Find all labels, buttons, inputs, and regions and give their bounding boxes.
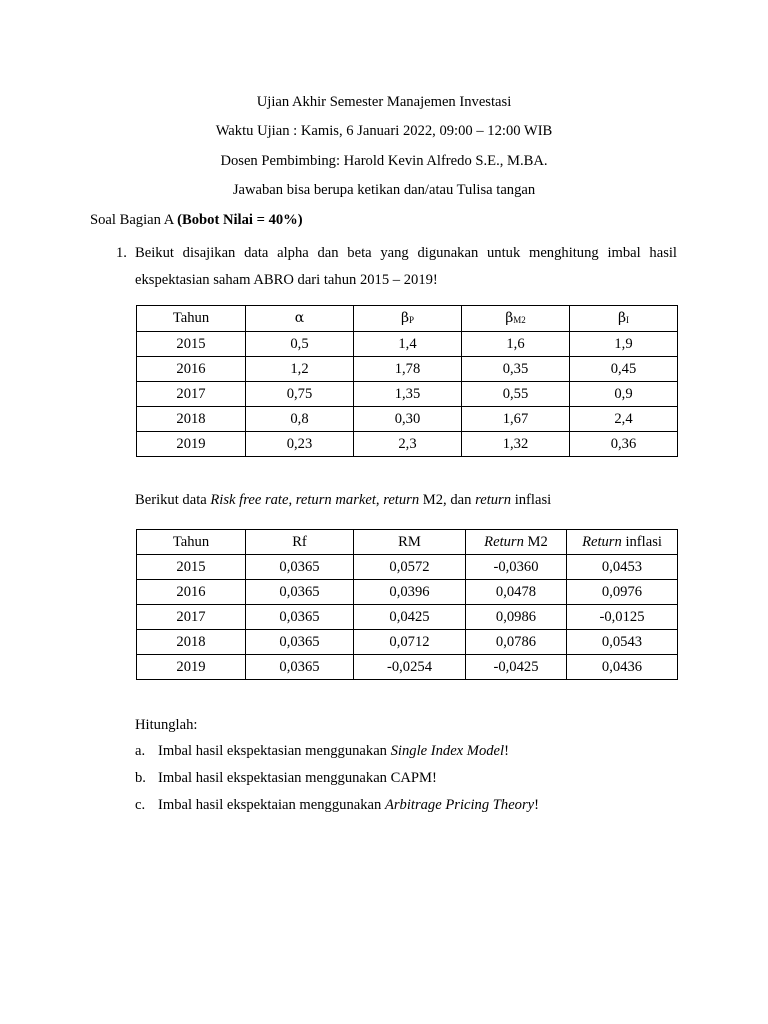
table-cell: 0,23 [246,432,354,457]
table-cell: 0,0365 [246,605,354,630]
alpha-beta-table [136,305,678,457]
table-cell: 2016 [137,357,246,382]
task-b-label: b. [135,770,146,786]
table-cell: 0,55 [462,382,570,407]
table-cell: -0,0360 [466,555,567,580]
table-cell: 0,8 [246,407,354,432]
table-cell: 0,5 [246,332,354,357]
header-beta-i [570,306,678,332]
table-cell: 0,36 [570,432,678,457]
section-heading [90,212,303,229]
table-cell: 0,75 [246,382,354,407]
table-cell: 2,4 [570,407,678,432]
header-year: Tahun [137,530,246,555]
table-cell: 0,0786 [466,630,567,655]
intro-text: , [288,492,296,508]
task-end: ! [534,797,539,813]
beta-subscript: P [409,315,415,325]
exam-time: Waktu Ujian : Kamis, 6 Januari 2022, 09:00 – 12:00 WIB [215,123,553,139]
table-cell: 1,6 [462,332,570,357]
table-cell: 2019 [137,432,246,457]
table-row [137,630,678,655]
section-weight: (Bobot Nilai = 40%) [177,212,303,228]
header-italic: Return [582,534,622,550]
table-cell: 2019 [137,655,246,680]
header-italic: Return [484,534,524,550]
intro-text: inflasi [511,492,552,508]
table-cell: 1,4 [354,332,462,357]
table-cell: 2015 [137,332,246,357]
table-cell: 0,0436 [567,655,678,680]
table-cell: 0,0396 [354,580,466,605]
header-beta-m2 [462,306,570,332]
table-cell: 2017 [137,382,246,407]
table-cell: 0,0543 [567,630,678,655]
table-cell: -0,0125 [567,605,678,630]
table-cell: 0,0986 [466,605,567,630]
intro-italic: Risk free rate [210,492,289,508]
question-number: 1. [116,245,127,261]
intro-text: Berikut data [135,492,211,508]
table-cell: 1,2 [246,357,354,382]
table-row [137,382,678,407]
task-text: Imbal hasil ekspektaian menggunakan [158,797,385,813]
beta-symbol: β [505,310,514,326]
header-rest: inflasi [621,534,662,550]
task-a-label: a. [135,743,146,759]
table-cell: 2018 [137,407,246,432]
header-year: Tahun [137,306,246,332]
table-cell: 0,0365 [246,630,354,655]
table-cell: -0,0254 [354,655,466,680]
task-c [158,797,539,814]
table-cell: 0,0365 [246,555,354,580]
table-cell: 0,35 [462,357,570,382]
table-cell: 0,0712 [354,630,466,655]
table-cell: 0,0478 [466,580,567,605]
table2-intro [135,492,551,509]
table-row [137,605,678,630]
table-cell: 2018 [137,630,246,655]
table-cell: 1,78 [354,357,462,382]
task-a [158,743,509,760]
intro-text: , [375,492,384,508]
task-end: ! [504,743,509,759]
table-row [137,555,678,580]
table-row [137,655,678,680]
task-c-label: c. [135,797,146,813]
table-row [137,357,678,382]
exam-title: Ujian Akhir Semester Manajemen Investasi [256,94,512,110]
table-cell: 1,35 [354,382,462,407]
header-rf: Rf [246,530,354,555]
table-cell: 2016 [137,580,246,605]
task-b: Imbal hasil ekspektasian menggunakan CAPM! [158,770,437,786]
header-rest: M2 [523,534,548,550]
task-text: Imbal hasil ekspektasian menggunakan [158,743,391,759]
beta-subscript: M2 [513,315,526,325]
table-header-row [137,530,678,555]
table-row [137,432,678,457]
table-cell: 0,0976 [567,580,678,605]
table-cell: 1,32 [462,432,570,457]
header-beta-p [354,306,462,332]
beta-symbol: β [400,310,410,326]
table-cell: 0,0365 [246,580,354,605]
beta-subscript: I [626,315,630,325]
table-cell: 2017 [137,605,246,630]
intro-text: M2, dan [419,492,476,508]
alpha-symbol: α [294,310,305,326]
header-return-m2 [466,530,567,555]
table-cell: -0,0425 [466,655,567,680]
header-rm: RM [354,530,466,555]
table-cell: 0,0572 [354,555,466,580]
table-cell: 0,0453 [567,555,678,580]
tasks-intro: Hitunglah: [135,717,198,733]
beta-symbol: β [617,310,627,326]
table-cell: 1,67 [462,407,570,432]
table-cell: 0,9 [570,382,678,407]
market-data-table [136,529,678,680]
intro-italic: return [383,492,420,508]
header-return-inflation [567,530,678,555]
intro-italic: return [475,492,512,508]
table-cell: 0,0365 [246,655,354,680]
table-cell: 0,30 [354,407,462,432]
table-cell: 0,0425 [354,605,466,630]
section-label: Soal Bagian A [90,212,178,228]
table-row [137,332,678,357]
exam-lecturer: Dosen Pembimbing: Harold Kevin Alfredo S.E., M.BA. [220,153,548,169]
table-cell: 0,45 [570,357,678,382]
exam-note: Jawaban bisa berupa ketikan dan/atau Tulisa tangan [232,182,536,198]
question-text: Beikut disajikan data alpha dan beta yang digunakan untuk menghitung imbal hasil ekspektasian saham ABRO dari tahun 2015 – 2019! [135,245,677,288]
header-alpha [246,306,354,332]
task-italic: Arbitrage Pricing Theory [384,797,535,813]
table-header-row [137,306,678,332]
intro-italic: return market [295,492,376,508]
table-cell: 2015 [137,555,246,580]
table-row [137,407,678,432]
table-cell: 1,9 [570,332,678,357]
task-italic: Single Index Model [390,743,505,759]
table-cell: 2,3 [354,432,462,457]
table-row [137,580,678,605]
